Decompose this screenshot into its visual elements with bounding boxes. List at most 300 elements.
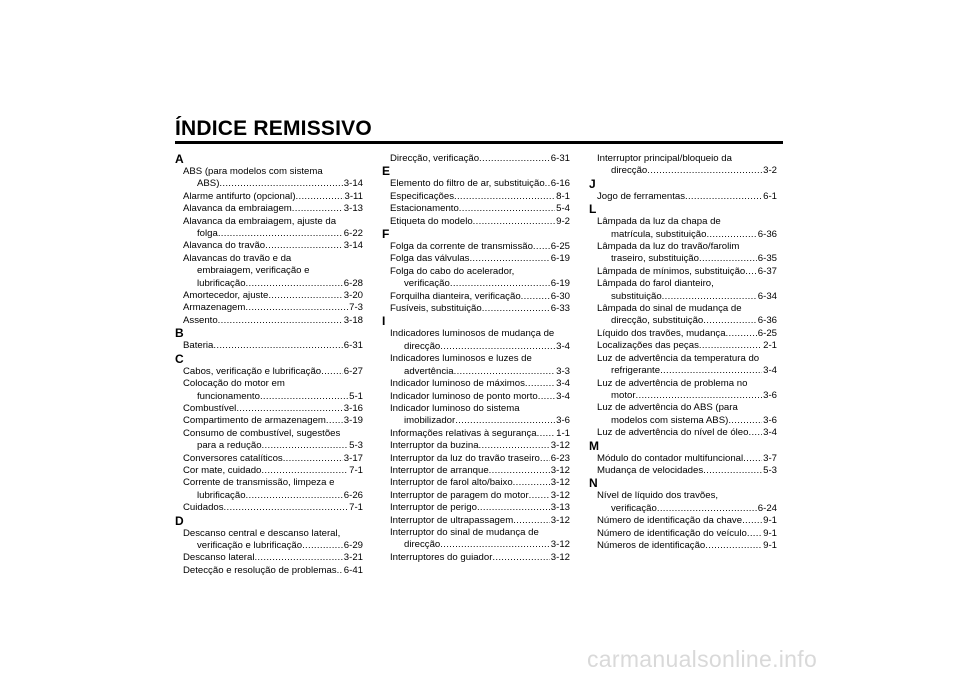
index-entry-text: Assento <box>183 314 218 326</box>
index-entry-text: Luz de advertência do nível de óleo <box>597 427 749 439</box>
index-entry-text: Consumo de combustível, sugestões <box>183 427 341 439</box>
index-column-3 <box>589 153 777 552</box>
index-entry <box>382 465 570 477</box>
page-number: 3-12 <box>550 464 570 476</box>
index-entry-text: Forquilha dianteira, verificação <box>390 290 521 302</box>
dot-leader <box>703 315 757 327</box>
index-entry-text: direcção <box>404 340 441 352</box>
page-number: 3-4 <box>763 427 777 439</box>
dot-leader <box>440 341 555 353</box>
index-entry-text: traseiro, substituição <box>611 253 699 265</box>
index-entry-text: Lâmpada da luz do travão/farolim <box>597 241 740 253</box>
index-entry-leader-row <box>390 477 570 489</box>
index-entry-text: Interruptor de arranque <box>390 464 489 476</box>
index-entry <box>382 440 570 452</box>
dot-leader <box>513 477 550 489</box>
page-number: 3-13 <box>550 502 570 514</box>
index-entry <box>589 427 777 439</box>
index-entry-leader-row <box>390 391 570 403</box>
page-number: 3-12 <box>550 539 570 551</box>
index-letter-heading: C <box>175 351 184 366</box>
index-entry-leader-row <box>390 502 570 514</box>
dot-leader <box>268 290 342 302</box>
index-entry <box>589 353 777 378</box>
index-entry <box>589 490 777 515</box>
index-letter-heading: M <box>589 438 599 453</box>
index-entry <box>175 302 363 314</box>
index-entry-leader-row <box>597 165 777 177</box>
dot-leader <box>745 266 757 278</box>
index-entry-leader-row <box>390 153 570 165</box>
dot-leader <box>657 503 757 515</box>
dot-leader <box>302 540 343 552</box>
index-entry-text: lubrificação <box>197 489 246 501</box>
index-entry-leader-row <box>183 565 363 577</box>
dot-leader <box>236 403 342 415</box>
dot-leader <box>636 390 763 402</box>
index-entry-text: modelos com sistema ABS) <box>611 414 729 426</box>
index-entry-text: embraiagem, verificação e <box>197 265 310 277</box>
index-entry <box>175 552 363 564</box>
index-entry-text: verificação e lubrificação <box>197 539 303 551</box>
dot-leader <box>477 502 550 514</box>
index-entry <box>175 166 363 191</box>
watermark: carmanualsonline.info <box>587 646 818 672</box>
index-entry <box>589 378 777 403</box>
dot-leader <box>218 315 343 327</box>
index-entry <box>175 366 363 378</box>
index-entry-text: funcionamento <box>197 390 260 402</box>
index-entry-leader-row <box>390 303 570 315</box>
index-entry-leader-row <box>390 216 570 228</box>
index-entry-text: Interruptor de ultrapassagem <box>390 514 514 526</box>
index-entry-text: Interruptores do guiador <box>390 551 493 563</box>
page-number: 6-19 <box>550 278 570 290</box>
index-entry-leader-row <box>597 229 777 241</box>
dot-leader <box>540 453 550 465</box>
index-entry-text: Interruptor de perigo <box>390 502 477 514</box>
page-number: 3-4 <box>763 365 777 377</box>
index-entry <box>589 540 777 552</box>
page-number: 3-16 <box>343 402 363 414</box>
page-title: ÍNDICE REMISSIVO <box>175 117 372 140</box>
index-entry <box>175 340 363 352</box>
page-number: 1-1 <box>556 427 570 439</box>
dot-leader <box>699 340 762 352</box>
page-number: 6-19 <box>550 253 570 265</box>
index-entry <box>589 328 777 340</box>
index-entry-leader-row <box>390 465 570 477</box>
page-number: 3-4 <box>556 340 570 352</box>
index-entry-text: Folga do cabo do acelerador, <box>390 265 515 277</box>
page-number: 3-14 <box>343 178 363 190</box>
index-entry-leader-row <box>597 340 777 352</box>
index-entry <box>175 216 363 241</box>
index-entry-leader-row <box>390 291 570 303</box>
index-entry-leader-row <box>390 203 570 215</box>
index-entry-leader-row <box>597 415 777 427</box>
dot-leader <box>296 191 344 203</box>
page-number: 6-37 <box>757 265 777 277</box>
dot-leader <box>219 178 342 190</box>
index-entry-leader-row <box>390 178 570 190</box>
index-entry-text: Fusíveis, substituição <box>390 303 482 315</box>
index-entry <box>175 565 363 577</box>
index-entry-text: matrícula, substituição <box>611 228 707 240</box>
index-entry-leader-row <box>597 365 777 377</box>
index-entry-leader-row <box>597 390 777 402</box>
index-entry-leader-row <box>597 253 777 265</box>
index-entry-text: Elemento do filtro de ar, substituição <box>390 178 545 190</box>
dot-leader <box>260 391 348 403</box>
dot-leader <box>440 539 550 551</box>
index-entry-text: Cabos, verificação e lubrificação <box>183 365 322 377</box>
index-entry-text: Interruptor da luz do travão traseiro <box>390 452 540 464</box>
index-entry-text: Número de identificação da chave <box>597 515 743 527</box>
index-entry <box>382 303 570 315</box>
index-entry-leader-row <box>390 191 570 203</box>
page-number: 3-12 <box>550 440 570 452</box>
index-entry-text: Interruptor principal/bloqueio da <box>597 153 732 164</box>
index-entry-leader-row <box>390 366 570 378</box>
dot-leader <box>265 240 343 252</box>
index-entry-leader-row <box>597 528 777 540</box>
page-number: 6-35 <box>757 253 777 265</box>
index-entry-text: imobilizador <box>404 415 456 427</box>
page-number: 3-18 <box>343 314 363 326</box>
index-entry-text: Números de identificação <box>597 539 706 551</box>
index-entry-text: Lâmpada do sinal de mudança de <box>597 303 742 315</box>
page-number: 7-3 <box>349 302 363 314</box>
index-entry <box>382 216 570 228</box>
index-entry-text: Colocação do motor em <box>183 378 285 390</box>
page-number: 3-7 <box>763 452 777 464</box>
index-entry-leader-row <box>183 490 363 502</box>
index-entry-leader-row <box>390 241 570 253</box>
dot-leader <box>455 415 555 427</box>
index-entry-leader-row <box>390 378 570 390</box>
index-entry-leader-row <box>597 540 777 552</box>
index-entry-text: Interruptor de farol alto/baixo <box>390 477 513 489</box>
dot-leader <box>218 228 343 240</box>
index-column-2 <box>382 153 570 564</box>
page-number: 6-1 <box>763 190 777 202</box>
index-entry <box>382 391 570 403</box>
dot-leader <box>473 216 555 228</box>
index-entry-text: lubrificação <box>197 277 246 289</box>
index-entry-text: Interruptor do sinal de mudança de <box>390 526 539 538</box>
page-number: 3-11 <box>344 190 363 202</box>
index-entry-leader-row <box>183 453 363 465</box>
dot-leader <box>726 328 757 340</box>
dot-leader <box>489 465 550 477</box>
index-entry-text: Indicadores luminosos e luzes de <box>390 353 532 365</box>
page-number: 3-12 <box>550 551 570 563</box>
index-entry <box>589 241 777 266</box>
index-entry <box>175 415 363 427</box>
dot-leader <box>261 465 348 477</box>
index-entry <box>175 203 363 215</box>
index-entry-text: Luz de advertência da temperatura do <box>597 352 760 364</box>
dot-leader <box>326 415 343 427</box>
dot-leader <box>245 302 348 314</box>
title-rule <box>175 141 783 144</box>
index-entry <box>382 241 570 253</box>
index-entry-leader-row <box>597 453 777 465</box>
index-entry-leader-row <box>183 440 363 452</box>
index-entry-leader-row <box>597 328 777 340</box>
index-entry <box>382 453 570 465</box>
dot-leader <box>292 203 343 215</box>
page-number: 6-28 <box>343 277 363 289</box>
dot-leader <box>321 366 343 378</box>
index-entry-leader-row <box>597 465 777 477</box>
index-entry-text: ABS (para modelos com sistema <box>183 166 323 177</box>
index-entry <box>175 253 363 290</box>
index-entry-leader-row <box>390 453 570 465</box>
dot-leader <box>728 415 762 427</box>
index-entry-text: Conversores catalíticos <box>183 452 283 464</box>
index-entry <box>175 528 363 553</box>
page-number: 3-4 <box>556 390 570 402</box>
dot-leader <box>529 490 550 502</box>
dot-leader <box>747 528 762 540</box>
dot-leader <box>450 278 550 290</box>
index-entry-text: direcção, substituição <box>611 315 704 327</box>
index-entry-leader-row <box>183 540 363 552</box>
dot-leader <box>479 153 550 165</box>
index-entry-leader-row <box>183 465 363 477</box>
index-entry-text: Bateria <box>183 340 214 352</box>
index-entry-leader-row <box>183 315 363 327</box>
index-entry-text: Número de identificação do veículo <box>597 527 747 539</box>
index-entry-text: Nível de líquido dos travões, <box>597 490 719 502</box>
index-entry-text: Indicadores luminosos de mudança de <box>390 328 555 340</box>
index-letter-heading: A <box>175 152 184 166</box>
index-entry-leader-row <box>390 539 570 551</box>
index-entry <box>382 515 570 527</box>
index-entry <box>589 465 777 477</box>
index-entry <box>382 353 570 378</box>
index-entry-leader-row <box>183 178 363 190</box>
page-number: 3-17 <box>343 452 363 464</box>
index-entry-text: Interruptor da buzina <box>390 440 479 452</box>
dot-leader <box>537 428 555 440</box>
page-number: 5-1 <box>349 390 363 402</box>
page-number: 6-23 <box>550 452 570 464</box>
index-entry-leader-row <box>183 290 363 302</box>
dot-leader <box>246 490 343 502</box>
index-entry-leader-row <box>183 278 363 290</box>
index-entry <box>382 178 570 190</box>
page-number: 3-6 <box>556 415 570 427</box>
index-entry <box>382 552 570 564</box>
index-entry <box>382 153 570 165</box>
index-entry <box>589 340 777 352</box>
index-entry-leader-row <box>597 427 777 439</box>
index-entry-text: Alavanca da embraiagem, ajuste da <box>183 215 337 227</box>
index-entry-leader-row <box>390 253 570 265</box>
index-entry-text: direcção <box>404 539 441 551</box>
index-entry-leader-row <box>183 366 363 378</box>
index-entry-leader-row <box>183 391 363 403</box>
index-entry-leader-row <box>183 403 363 415</box>
index-entry <box>175 315 363 327</box>
index-entry <box>589 216 777 241</box>
dot-leader <box>647 165 762 177</box>
index-entry-text: Luz de advertência do ABS (para <box>597 402 738 414</box>
page-number: 3-12 <box>550 489 570 501</box>
index-entry-leader-row <box>390 515 570 527</box>
dot-leader <box>660 365 762 377</box>
index-entry-text: Folga da corrente de transmissão <box>390 241 533 253</box>
index-entry-leader-row <box>390 552 570 564</box>
index-entry-text: Indicador luminoso do sistema <box>390 402 520 414</box>
index-entry-text: Lâmpada da luz da chapa de <box>597 216 721 228</box>
index-entry-text: Combustível <box>183 402 237 414</box>
index-entry-text: direcção <box>611 165 648 177</box>
index-entry-leader-row <box>183 203 363 215</box>
index-entry-text: Cuidados <box>183 502 224 514</box>
page-number: 3-6 <box>763 389 777 401</box>
dot-leader <box>482 303 550 315</box>
page-number: 6-24 <box>757 502 777 514</box>
index-entry-text: Informações relativas à segurança <box>390 427 537 439</box>
page-number: 6-22 <box>343 228 363 240</box>
index-entry <box>382 477 570 489</box>
dot-leader <box>748 427 762 439</box>
index-entry-text: verificação <box>404 278 450 290</box>
index-entry <box>175 240 363 252</box>
index-entry-text: Compartimento de armazenagem <box>183 415 326 427</box>
index-entry-text: Lâmpada de mínimos, substituição <box>597 265 746 277</box>
dot-leader <box>283 453 343 465</box>
index-entry-text: Luz de advertência de problema no <box>597 377 748 389</box>
index-entry-text: Alavancas do travão e da <box>183 252 292 264</box>
dot-leader <box>742 515 762 527</box>
index-entry-text: Amortecedor, ajuste <box>183 290 269 302</box>
index-entry-leader-row <box>390 341 570 353</box>
index-entry-text: Mudança de velocidades <box>597 464 704 476</box>
page-number: 3-14 <box>343 240 363 252</box>
index-letter-heading: D <box>175 513 184 528</box>
index-entry-text: Líquido dos travões, mudança <box>597 327 726 339</box>
page-number: 6-25 <box>757 327 777 339</box>
index-entry <box>589 153 777 178</box>
index-entry <box>589 278 777 303</box>
index-entry-leader-row <box>597 291 777 303</box>
index-entry-leader-row <box>597 515 777 527</box>
index-entry-text: Indicador luminoso de máximos <box>390 378 525 390</box>
index-entry-leader-row <box>183 302 363 314</box>
index-entry-leader-row <box>390 440 570 452</box>
index-entry <box>175 502 363 514</box>
index-entry <box>175 378 363 403</box>
index-entry-leader-row <box>183 502 363 514</box>
page-number: 3-2 <box>763 165 777 177</box>
index-entry-text: Armazenagem <box>183 302 246 314</box>
index-entry <box>382 328 570 353</box>
index-entry-text: Corrente de transmissão, limpeza e <box>183 477 335 489</box>
page-number: 6-27 <box>343 365 363 377</box>
page-number: 6-29 <box>343 539 363 551</box>
index-entry <box>175 428 363 453</box>
page-number: 3-12 <box>550 477 570 489</box>
index-entry <box>382 428 570 440</box>
dot-leader <box>703 465 762 477</box>
index-entry <box>382 527 570 552</box>
dot-leader <box>262 440 349 452</box>
dot-leader <box>513 515 550 527</box>
index-entry-leader-row <box>183 340 363 352</box>
index-entry <box>382 203 570 215</box>
index-letter-heading: F <box>382 227 390 242</box>
page-number: 5-3 <box>349 440 363 452</box>
index-entry <box>175 191 363 203</box>
page-number: 7-1 <box>349 502 363 514</box>
index-entry <box>589 303 777 328</box>
page-number: 2-1 <box>763 340 777 352</box>
dot-leader <box>454 366 556 378</box>
index-entry-text: Alavanca do travão <box>183 240 266 252</box>
dot-leader <box>699 253 757 265</box>
index-entry-text: Cor mate, cuidado <box>183 464 262 476</box>
index-entry-leader-row <box>183 191 363 203</box>
dot-leader <box>538 391 555 403</box>
index-entry <box>589 453 777 465</box>
index-entry-text: Especificações <box>390 190 454 202</box>
index-entry-leader-row <box>597 266 777 278</box>
page-number: 6-25 <box>550 241 570 253</box>
dot-leader <box>662 291 757 303</box>
dot-leader <box>213 340 342 352</box>
dot-leader <box>685 191 762 203</box>
index-entry-leader-row <box>183 240 363 252</box>
index-entry-text: Lâmpada do farol dianteiro, <box>597 278 714 290</box>
index-entry-leader-row <box>390 415 570 427</box>
index-entry-text: refrigerante <box>611 365 661 377</box>
index-entry <box>382 291 570 303</box>
index-entry <box>382 490 570 502</box>
index-entry <box>589 528 777 540</box>
index-entry-text: motor <box>611 389 636 401</box>
page-number: 6-16 <box>550 178 570 190</box>
index-entry <box>382 502 570 514</box>
page-number: 6-36 <box>757 228 777 240</box>
page-number: 3-21 <box>343 552 363 564</box>
index-entry-leader-row <box>183 415 363 427</box>
index-entry-text: folga <box>197 228 218 240</box>
index-entry <box>175 290 363 302</box>
index-entry <box>382 266 570 291</box>
index-entry-text: Detecção e resolução de problemas <box>183 564 337 576</box>
index-entry-leader-row <box>597 315 777 327</box>
index-entry-text: Jogo de ferramentas <box>597 190 685 202</box>
index-entry-text: Módulo do contador multifuncional <box>597 452 744 464</box>
index-entry-text: ABS) <box>197 178 220 190</box>
index-entry <box>589 515 777 527</box>
index-entry-text: Folga das válvulas <box>390 253 470 265</box>
page-number: 3-4 <box>556 378 570 390</box>
dot-leader <box>533 241 550 253</box>
index-entry-text: verificação <box>611 502 657 514</box>
page-number: 6-31 <box>550 153 570 164</box>
index-entry-text: Estacionamento <box>390 203 459 215</box>
index-entry-text: Interruptor de paragem do motor <box>390 489 529 501</box>
index-entry-text: Descanso central e descanso lateral, <box>183 527 341 539</box>
index-entry-leader-row <box>597 191 777 203</box>
index-entry <box>175 403 363 415</box>
